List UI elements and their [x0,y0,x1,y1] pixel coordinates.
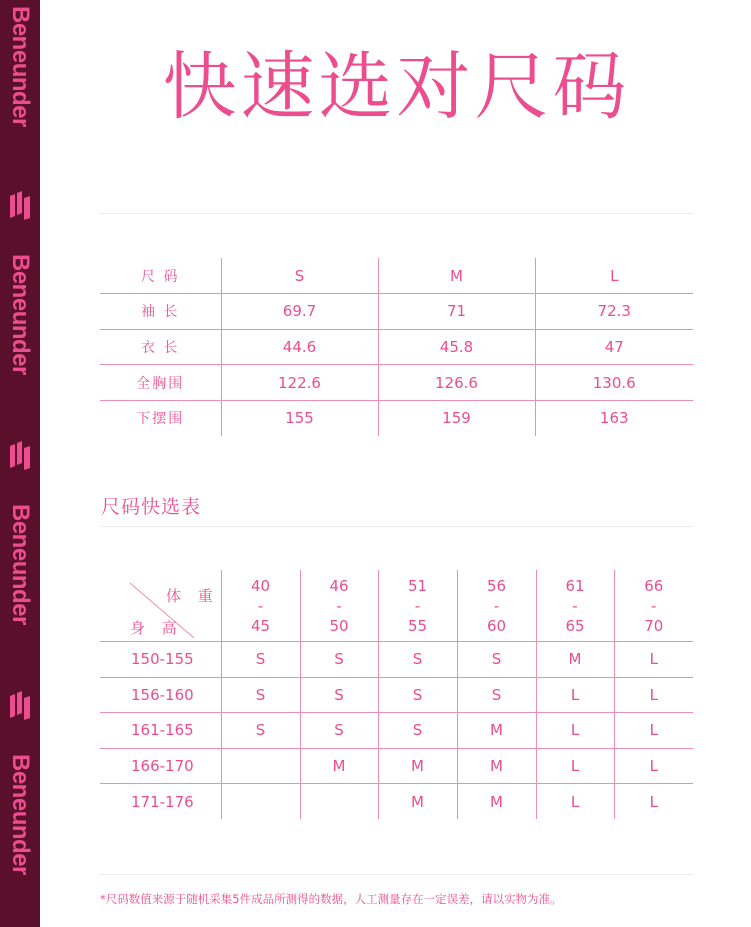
table-row [100,642,693,678]
size-cell: S [300,677,378,713]
brand-wordmark: Beneunder [7,6,34,127]
weight-sep: - [651,596,657,615]
size-cell [300,784,378,820]
row-label: 衣 长 [100,329,221,365]
weight-from: 56 [486,576,507,595]
size-cell: M [378,748,457,784]
size-cell: L [614,748,693,784]
table-row [100,329,693,365]
size-cell: M [378,784,457,820]
size-cell: S [221,713,300,749]
size-cell: M [536,642,614,678]
size-cell: L [536,748,614,784]
brand-mark-icon [9,190,31,222]
weight-to: 60 [486,616,507,635]
weight-from: 46 [329,576,349,595]
weight-sep: - [336,596,342,615]
size-cell: L [614,642,693,678]
table-cell: 69.7 [221,294,378,330]
height-range-label: 166-170 [100,748,221,784]
corner-header [100,570,221,641]
weight-to: 50 [329,616,349,635]
size-cell: S [221,642,300,678]
weight-sep: - [257,596,264,615]
divider [100,526,693,527]
weight-range-header [536,570,614,642]
weight-to: 45 [250,616,271,635]
table-cell: 72.3 [535,294,693,330]
weight-range-header [614,570,693,642]
weight-to: 70 [644,616,664,635]
table-row [100,748,693,784]
size-cell: M [457,784,536,820]
table-cell: 122.6 [221,365,378,401]
height-range-label: 150-155 [100,642,221,678]
size-cell: S [457,677,536,713]
size-cell: L [614,677,693,713]
table-cell: 71 [378,294,535,330]
size-cell [221,784,300,820]
size-cell: S [221,677,300,713]
table-cell: 126.6 [378,365,535,401]
size-cell: S [457,642,536,678]
brand-side-band [0,0,40,927]
weight-from: 40 [250,576,271,595]
table-row [100,400,693,436]
page-title: 快速选对尺码 [162,44,631,130]
quick-select-table [100,570,693,819]
header-label: 尺 码 [141,268,180,285]
size-cell: L [614,784,693,820]
brand-mark-icon [9,440,31,472]
row-label: 下摆围 [100,400,221,436]
section-title: 尺码快选表 [101,496,202,518]
weight-from: 51 [407,576,428,595]
table-cell: 163 [535,400,693,436]
divider [100,213,693,214]
weight-from: 66 [644,576,664,595]
weight-range-header [221,570,300,642]
table-row [100,365,693,401]
table-cell: 130.6 [535,365,693,401]
size-measurement-table [100,258,693,436]
table-cell: 44.6 [221,329,378,365]
size-cell: S [300,642,378,678]
size-cell: M [300,748,378,784]
table-cell: 45.8 [378,329,535,365]
corner-header-cell [100,570,221,642]
size-cell: S [378,713,457,749]
table-header-row [100,258,693,294]
size-cell: L [536,713,614,749]
brand-wordmark: Beneunder [7,504,34,625]
table-cell: 159 [378,400,535,436]
size-header-l: L [535,258,693,294]
brand-wordmark: Beneunder [7,254,34,375]
table-row [100,677,693,713]
height-range-label: 156-160 [100,677,221,713]
footnote: *尺码数值来源于随机采集5件成品所测得的数据，人工测量存在一定误差，请以实物为准。 [100,892,562,906]
weight-sep: - [414,596,421,615]
weight-to: 55 [407,616,428,635]
size-cell: L [614,713,693,749]
table-row [100,294,693,330]
weight-sep: - [493,596,500,615]
height-range-label: 171-176 [100,784,221,820]
table-row [100,713,693,749]
weight-from: 61 [565,576,585,595]
size-cell: L [536,677,614,713]
brand-mark-icon [9,690,31,722]
row-label: 袖 长 [100,294,221,330]
height-range-label: 161-165 [100,713,221,749]
weight-range-header [300,570,378,642]
weight-sep: - [572,596,578,615]
size-header-s: S [221,258,378,294]
size-cell [221,748,300,784]
divider [100,874,693,875]
table-cell: 155 [221,400,378,436]
size-cell: M [457,713,536,749]
size-header-m: M [378,258,535,294]
size-cell: S [378,642,457,678]
weight-range-header [378,570,457,642]
table-cell: 47 [535,329,693,365]
size-cell: S [378,677,457,713]
brand-wordmark: Beneunder [7,754,34,875]
weight-axis-label: 体 重 [166,587,219,605]
size-cell: L [536,784,614,820]
height-axis-label: 身 高 [130,619,183,637]
size-cell: S [300,713,378,749]
table-header-row [100,570,693,642]
size-cell: M [457,748,536,784]
weight-range-header [457,570,536,642]
weight-to: 65 [565,616,585,635]
table-row [100,784,693,820]
row-label: 全胸围 [100,365,221,401]
